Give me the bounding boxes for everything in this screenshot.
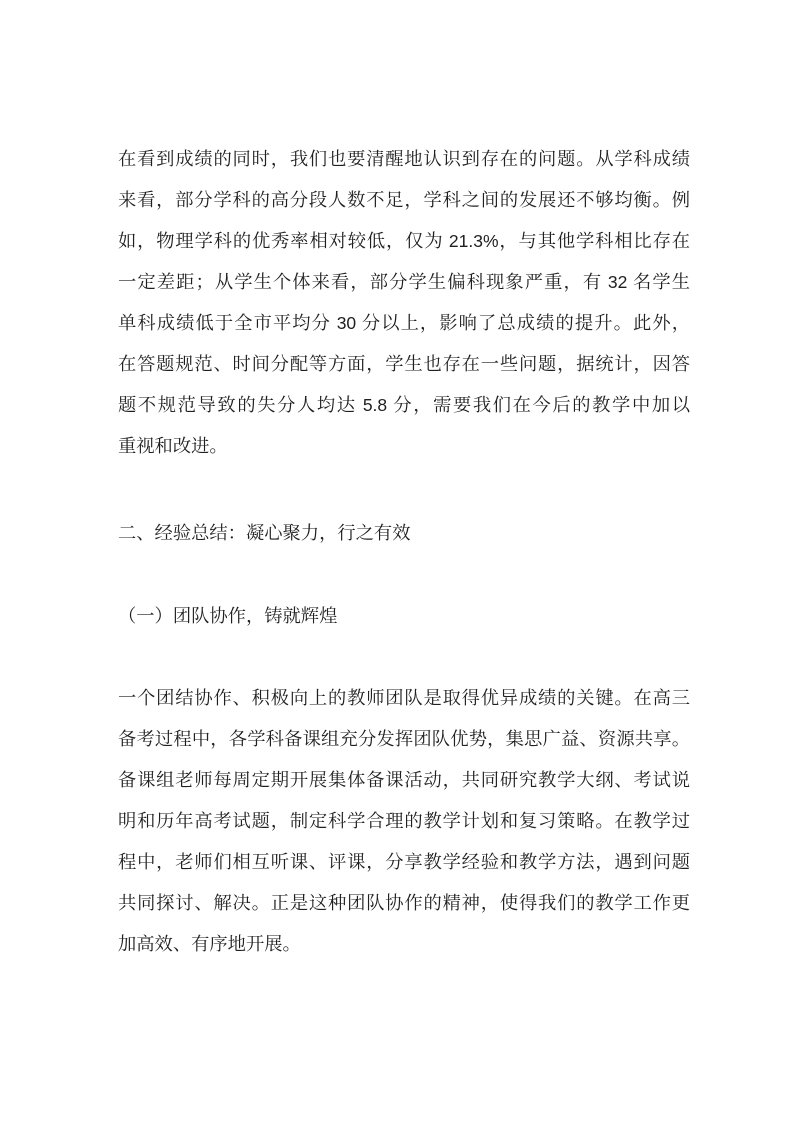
text-line: 加高效、有序地开展。: [118, 934, 301, 954]
numeric-value: 5.8: [362, 395, 388, 415]
paragraph-exam-problems: [118, 139, 690, 467]
text-line: 来看，部分学科的高分段人数不足，学科之间的发展还不够均衡。例: [118, 190, 690, 210]
paragraph-teamwork: [118, 678, 690, 965]
text-line: 明和历年高考试题，制定科学合理的教学计划和复习策略。在教学过: [118, 811, 690, 831]
text-line: 如，物理学科的优秀率相对较低，仅为 21.3%，与其他学科相比存在: [118, 231, 690, 251]
text-line: 重视和改进。: [118, 436, 228, 456]
text-line: 共同探讨、解决。正是这种团队协作的精神，使得我们的教学工作更: [118, 893, 690, 913]
text-line: 备考过程中，各学科备课组充分发挥团队优势，集思广益、资源共享。: [118, 729, 690, 749]
text-line: 单科成绩低于全市平均分 30 分以上，影响了总成绩的提升。此外，: [118, 313, 690, 333]
numeric-value: 32: [607, 272, 628, 292]
document-body: [118, 139, 690, 965]
text-line: 程中，老师们相互听课、评课，分享教学经验和教学方法，遇到问题: [118, 852, 690, 872]
text-line: 在看到成绩的同时，我们也要清醒地认识到存在的问题。从学科成绩: [118, 149, 690, 169]
text-line: 题不规范导致的失分人均达 5.8 分，需要我们在今后的教学中加以: [118, 395, 690, 415]
heading-section-two: [118, 513, 690, 554]
numeric-value: 30: [336, 313, 357, 333]
text-line: 备课组老师每周定期开展集体备课活动，共同研究教学大纲、考试说: [118, 770, 690, 790]
subheading-teamwork: [118, 596, 690, 637]
text-line: 在答题规范、时间分配等方面，学生也存在一些问题，据统计，因答: [118, 354, 690, 374]
text-line: 二、经验总结：凝心聚力，行之有效: [118, 523, 411, 543]
text-line: 一个团结协作、积极向上的教师团队是取得优异成绩的关键。在高三: [118, 688, 690, 708]
text-line: 一定差距；从学生个体来看，部分学生偏科现象严重，有 32 名学生: [118, 272, 690, 292]
text-line: （一）团队协作，铸就辉煌: [118, 606, 338, 626]
numeric-value: 21.3%: [448, 231, 499, 251]
